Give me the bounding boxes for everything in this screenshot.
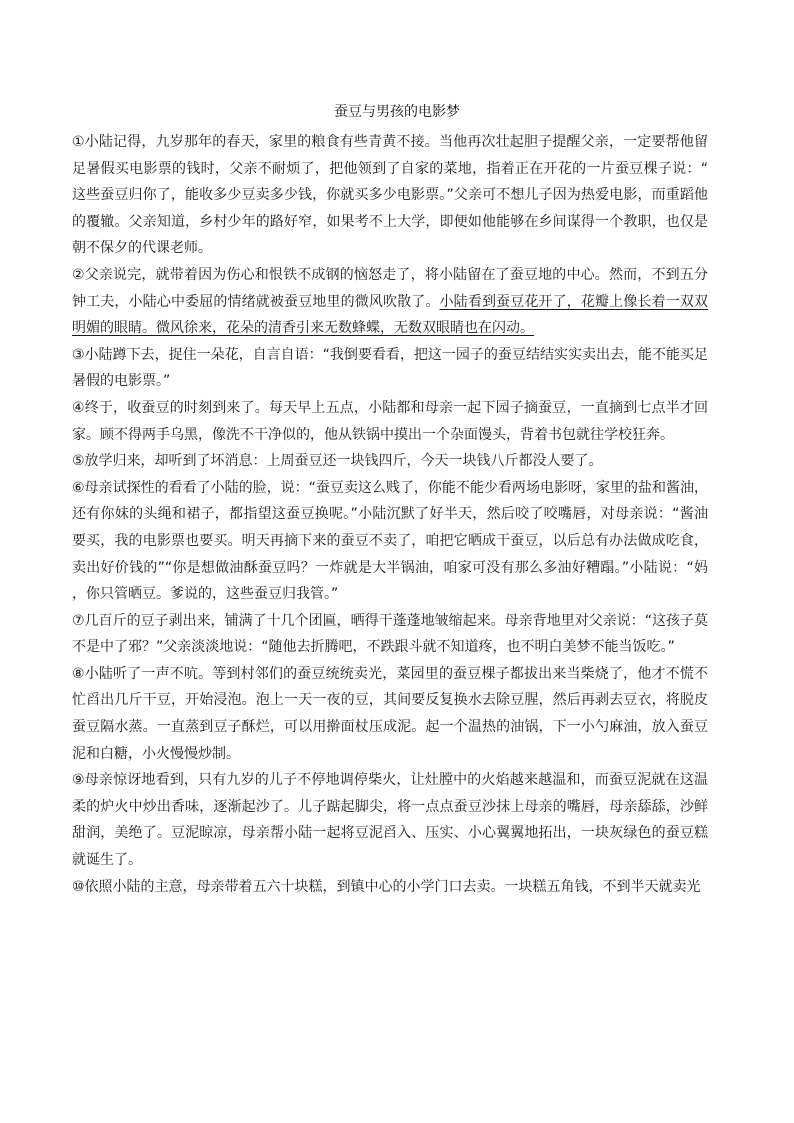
document-body bbox=[72, 129, 708, 900]
paragraph-10: ⑩依照小陆的主意，母亲带着五六十块糕，到镇中心的小学门口去卖。一块糕五角钱，不到半天就卖光 bbox=[72, 878, 701, 895]
paragraph-2 bbox=[72, 262, 708, 342]
paragraph-5: ⑤放学归来，却听到了坏消息：上周蚕豆还一块钱四斤，今天一块钱八斤都没人要了。 bbox=[72, 453, 603, 470]
paragraph-1: ①小陆记得，九岁那年的春天，家里的粮食有些青黄不接。当他再次壮起胆子提醒父亲，一定要帮他留足暑假买电影票的钱时，父亲不耐烦了，把他领到了自家的菜地，指着正在开花的一片蚕豆棵子说：“这些蚕豆归你了，能收多少豆卖多少钱，你就买多少电影票。”父亲可不想儿子因为热爱电影，而重蹈他的覆辙。父亲知道，乡村少年的路好窄，如果考不上大学，即便如他能够在乡间谋得一个教职，也仅是朝不保夕的代课老师。 bbox=[72, 134, 708, 257]
paragraph-4: ④终于，收蚕豆的时刻到来了。每天早上五点，小陆都和母亲一起下园子摘蚕豆，一直摘到七点半才回家。顾不得两手乌黑，像洗不干净似的，他从铁锅中摸出一个杂面馒头，背着书包就往学校狂奔。 bbox=[72, 399, 708, 443]
paragraph-6: ⑥母亲试探性的看看了小陆的脸，说：“蚕豆卖这么贱了，你能不能少看两场电影呀，家里的盐和酱油，还有你妹的头绳和裙子，都指望这蚕豆换呢。”小陆沉默了好半天，然后咬了咬嘴唇，对母亲说：“酱油要买，我的电影票也要买。明天再摘下来的蚕豆不卖了，咱把它晒成干蚕豆，以后总有办法做成吃食，卖出好价钱的”“你是想做油酥蚕豆吗？一炸就是大半锅油，咱家可没有那么多油好糟蹋。”小陆说：“妈，你只管晒豆。爹说的，这些蚕豆归我管。” bbox=[72, 479, 708, 603]
underlined-sentence: 小陆看到蚕豆花开了，花瓣上像长着一双双明媚的眼睛。微风徐来，花朵的清香引来无数蜂蝶，无数双眼睛也在闪动。 bbox=[72, 293, 709, 337]
paragraph-2-text: ②父亲说完，就带着因为伤心和恨铁不成钢的恼怒走了，将小陆留在了蚕豆地的中心。然而，不到五分钟工夫，小陆心中委屈的情绪就被蚕豆地里的微风吹散了。 bbox=[72, 266, 708, 310]
paragraph-3: ③小陆蹲下去，捉住一朵花，自言自语：“我倒要看看，把这一园子的蚕豆结结实实卖出去，能不能买足暑假的电影票。” bbox=[72, 346, 708, 390]
document-title: 蚕豆与男孩的电影梦 bbox=[334, 104, 460, 120]
paragraph-8: ⑧小陆听了一声不吭。等到村邻们的蚕豆统统卖光，菜园里的蚕豆棵子都拔出来当柴烧了，他才不慌不忙舀出几斤干豆，开始浸泡。泡上一天一夜的豆，其间要反复换水去除豆腥，然后再剥去豆衣，将脱皮蚕豆隔水蒸。一直蒸到豆子酥烂，可以用擀面杖压成泥。起一个温热的油锅，下一小勺麻油，放入蚕豆泥和白糖，小火慢慢炒制。 bbox=[72, 665, 708, 762]
paragraph-7: ⑦几百斤的豆子剥出来，铺满了十几个团匾，晒得干蓬蓬地皱缩起来。母亲背地里对父亲说：“这孩子莫不是中了邪？”父亲淡淡地说：“随他去折腾吧，不跌跟斗就不知道疼，也不明白美梦不能当饭吃。” bbox=[72, 612, 708, 656]
paragraph-9: ⑨母亲惊讶地看到，只有九岁的儿子不停地调停柴火，让灶膛中的火焰越来越温和，而蚕豆泥就在这温柔的炉火中炒出香味，逐渐起沙了。儿子踮起脚尖，将一点点蚕豆沙抹上母亲的嘴唇，母亲舔舔，沙鲜甜润，美绝了。豆泥晾凉，母亲帮小陆一起将豆泥舀入、压实、小心翼翼地拓出，一块灰绿色的蚕豆糕就诞生了。 bbox=[72, 772, 708, 869]
